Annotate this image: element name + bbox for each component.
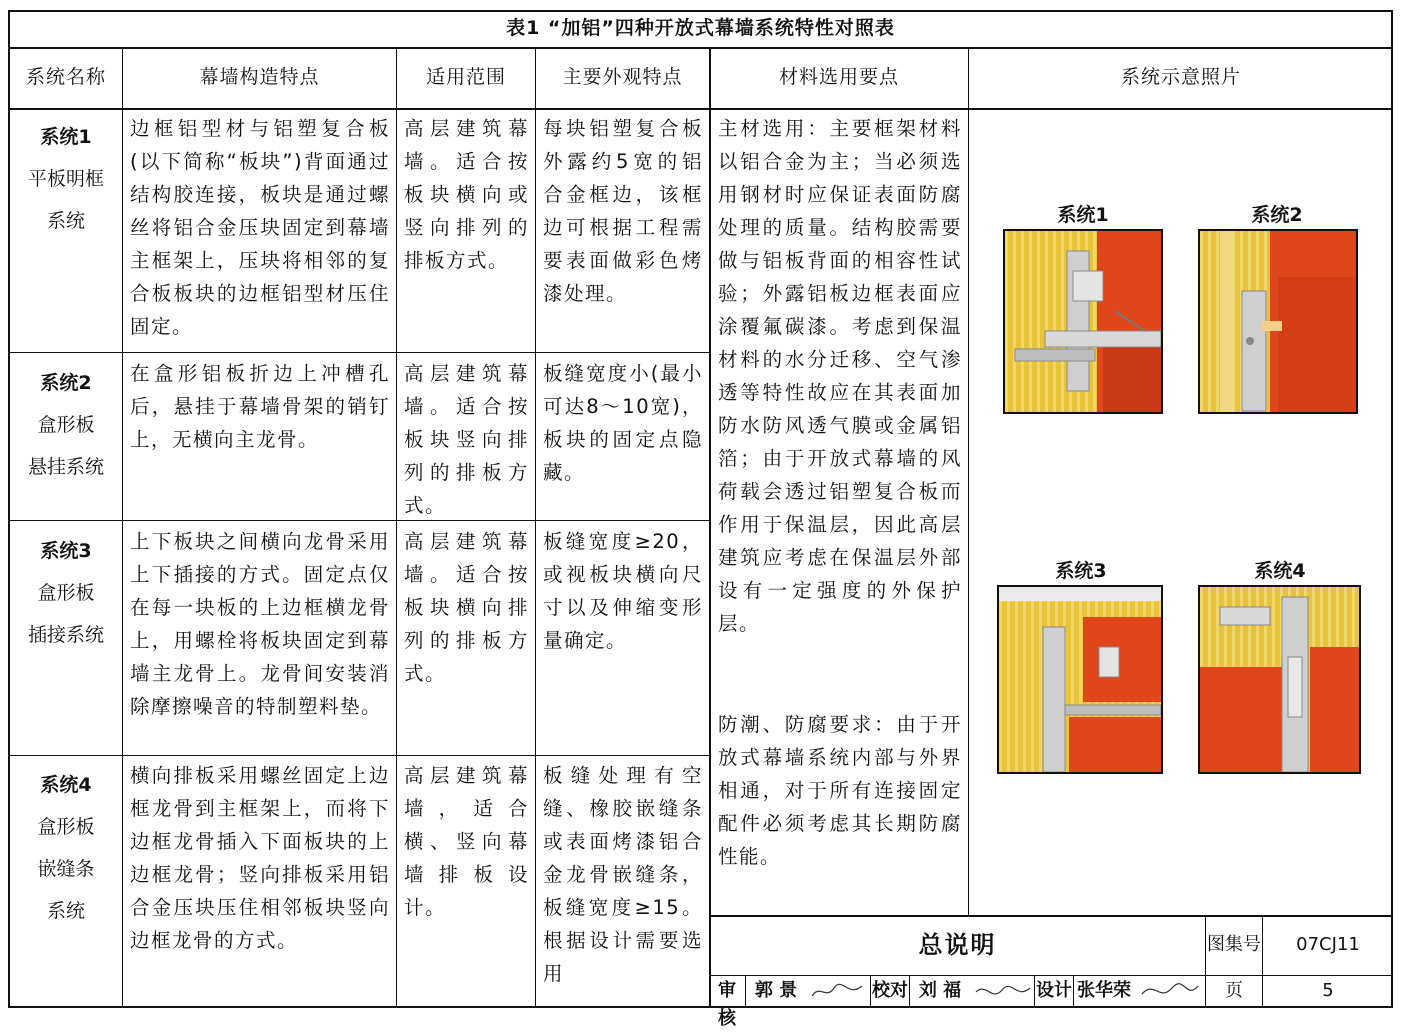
- atlas-label: 图集号: [1207, 934, 1261, 955]
- row3-system-name: 系统3 盒形板 插接系统: [27, 540, 104, 646]
- tb-sep-5: [1073, 975, 1074, 1008]
- page-label: 页: [1225, 980, 1243, 1001]
- row1-system-name: 系统1 平板明框 系统: [27, 126, 104, 232]
- header-scope: 适用范围: [425, 66, 506, 88]
- tb-sep-3: [909, 975, 910, 1008]
- photo-label-3: 系统3: [1055, 560, 1107, 582]
- row1-scope: 高层建筑幕墙。适合按板块横向或竖向排列的排板方式。: [404, 117, 529, 272]
- header-construction: 幕墙构造特点: [199, 66, 320, 88]
- col-rule-3: [535, 47, 536, 1008]
- check-signature-icon: [972, 978, 1034, 1004]
- photo-system-1: [1003, 229, 1163, 414]
- photo-label-1: 系统1: [1057, 204, 1109, 226]
- rule-row3: [8, 755, 710, 756]
- header-photos: 系统示意照片: [1120, 66, 1241, 88]
- materials-moisture: 防潮、防腐要求：由于开放式幕墙系统内部与外界相通，对于所有连接固定配件必须考虑其长期防腐性能。: [718, 713, 962, 868]
- row3-construction: 上下板块之间横向龙骨采用上下插接的方式。固定点仅在每一块板的上边框横龙骨上，用螺栓将板块固定到幕墙主龙骨上。龙骨间安装消除摩擦噪音的特制塑料垫。: [130, 530, 390, 718]
- photo-label-4: 系统4: [1254, 560, 1306, 582]
- titleblock-title: 总说明: [918, 931, 997, 959]
- page-value: 5: [1322, 980, 1334, 1001]
- row3-appearance: 板缝宽度≥20，或视板块横向尺寸以及伸缩变形量确定。: [543, 530, 703, 652]
- design-signature-icon: [1138, 978, 1202, 1004]
- review-name: 郭 景: [754, 980, 798, 1001]
- design-name: 张华荣: [1077, 980, 1131, 1001]
- photo-system-2: [1198, 229, 1358, 414]
- row2-scope: 高层建筑幕墙。适合按板块竖向排列的排板方式。: [404, 362, 529, 517]
- row2-construction: 在盒形铝板折边上冲槽孔后，悬挂于幕墙骨架的销钉上，无横向主龙骨。: [130, 362, 390, 451]
- rule-titleblock-mid: [710, 975, 1393, 976]
- atlas-value: 07CJ11: [1296, 934, 1360, 955]
- materials-main: 主材选用：主要框架材料以铝合金为主；当必须选用钢材时应保证表面防腐处理的质量。结构胶需要做与铝板背面的相容性试验；外露铝板边框表面应涂覆氟碳漆。考虑到保温材料的水分迁移、空气渗透等特性故应在其表面加防水防风透气膜或金属铝箔；由于开放式幕墙的风荷载会透过铝塑复合板而作用于保温层，因此高层建筑应考虑在保温层外部设有一定强度的外保护层。: [718, 117, 962, 635]
- col-rule-2: [396, 47, 397, 1008]
- header-system-name: 系统名称: [25, 66, 106, 88]
- rule-titleblock-top: [710, 915, 1393, 917]
- row2-appearance: 板缝宽度小(最小可达8～10宽)，板块的固定点隐藏。: [543, 362, 703, 484]
- tb-sep-1: [745, 975, 746, 1008]
- photo-label-2: 系统2: [1251, 204, 1303, 226]
- header-appearance: 主要外观特点: [562, 66, 683, 88]
- photo-system-4: [1198, 585, 1361, 774]
- col-rule-4: [709, 47, 711, 1008]
- tb-sep-4: [1034, 975, 1035, 1008]
- col-rule-1: [122, 47, 123, 1008]
- row4-scope: 高层建筑幕墙，适合横、竖向幕墙排板设计。: [404, 764, 529, 919]
- check-name: 刘 福: [918, 980, 962, 1001]
- check-label: 校对: [872, 980, 908, 1001]
- rule-below-header: [8, 108, 1393, 110]
- table-title: 表1 “加铝”四种开放式幕墙系统特性对照表: [506, 17, 895, 39]
- col-rule-5: [968, 47, 969, 915]
- review-label: 审核: [718, 980, 736, 1029]
- row4-appearance: 板缝处理有空缝、橡胶嵌缝条或表面烤漆铝合金龙骨嵌缝条，板缝宽度≥15。根据设计需要选用: [543, 764, 703, 985]
- header-materials: 材料选用要点: [778, 66, 899, 88]
- tb-sep-2: [870, 975, 871, 1008]
- row3-scope: 高层建筑幕墙。适合按板块横向排列的排板方式。: [404, 530, 529, 685]
- review-signature-icon: [808, 978, 868, 1004]
- row4-construction: 横向排板采用螺丝固定上边框龙骨到主框架上，而将下边框龙骨插入下面板块的上边框龙骨；竖向排板采用铝合金压块压住相邻板块竖向边框龙骨的方式。: [130, 764, 390, 952]
- photo-system-3: [997, 585, 1163, 774]
- rule-row2: [8, 520, 710, 521]
- row1-construction: 边框铝型材与铝塑复合板(以下简称“板块”)背面通过结构胶连接，板块是通过螺丝将铝合金压块固定到幕墙主框架上，压块将相邻的复合板板块的边框铝型材压住固定。: [130, 117, 390, 338]
- row1-appearance: 每块铝塑复合板外露约5宽的铝合金框边，该框边可根据工程需要表面做彩色烤漆处理。: [543, 117, 703, 305]
- rule-row1: [8, 352, 710, 353]
- design-label: 设计: [1036, 980, 1072, 1001]
- row2-system-name: 系统2 盒形板 悬挂系统: [27, 372, 104, 478]
- row4-system-name: 系统4 盒形板 嵌缝条 系统: [37, 774, 95, 922]
